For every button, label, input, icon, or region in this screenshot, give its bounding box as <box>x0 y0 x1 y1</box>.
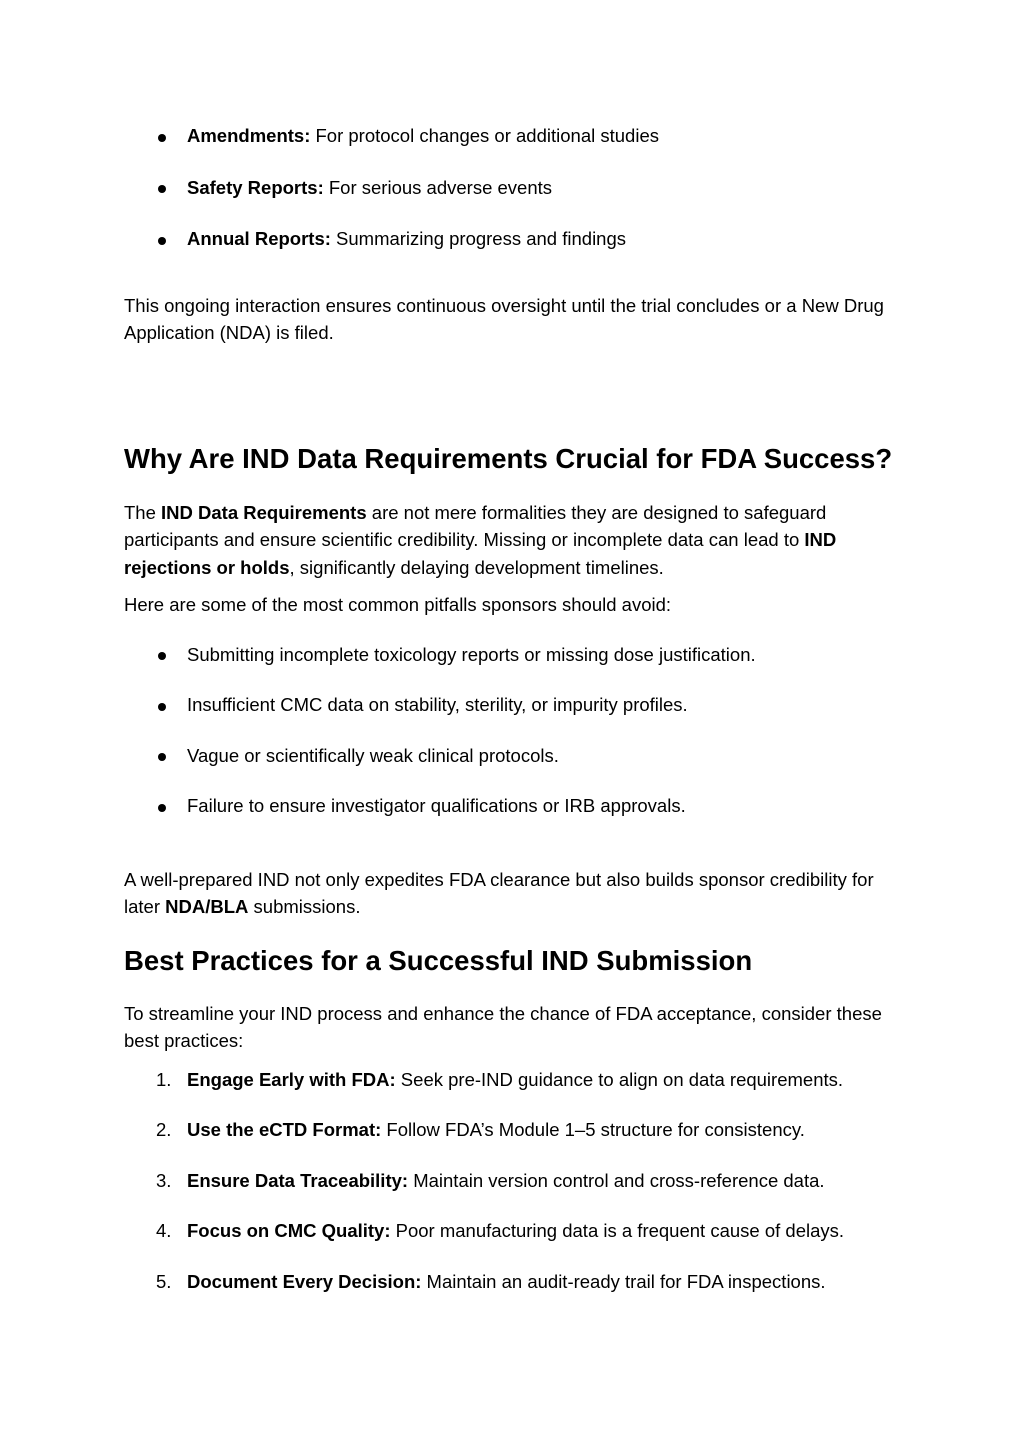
list-item-cmc-quality: Focus on CMC Quality: Poor manufacturing data is a frequent cause of delays. <box>187 1220 845 1241</box>
list-item-incomplete-toxicology: Submitting incomplete toxicology reports or missing dose justification. <box>124 641 904 669</box>
list-item-document-decisions: Document Every Decision: Maintain an audit-ready trail for FDA inspections. <box>187 1270 826 1292</box>
list-item-data-traceability: Ensure Data Traceability: Maintain version control and cross-reference data. <box>187 1169 825 1191</box>
section-heading-why-ind-data-requirements: Why Are IND Data Requirements Crucial for FDA Success? <box>124 442 893 474</box>
list-item-ectd-format: Use the eCTD Format: Follow FDA’s Module 1–5 structure for consistency. <box>187 1119 805 1140</box>
list-item-annual-reports: Annual Reports: Summarizing progress and findings <box>124 225 904 253</box>
paragraph-well-prepared-ind: A well-prepared IND not only expedites FDA clearance but also builds sponsor credibility for later NDA/BLA submissions. <box>124 868 874 917</box>
list-item-safety-reports: Safety Reports: For serious adverse events <box>124 174 904 202</box>
list-item-weak-protocols: Vague or scientifically weak clinical protocols. <box>124 742 904 770</box>
section-heading-best-practices: Best Practices for a Successful IND Submission <box>124 944 753 976</box>
list-item-engage-early: Engage Early with FDA: Seek pre-IND guidance to align on data requirements. <box>187 1068 844 1090</box>
common-pitfalls-list <box>124 641 904 820</box>
paragraph-ind-data-requirements-intro: The IND Data Requirements are not mere formalities they are designed to safeguard participants and ensure scientific credibility. Missing or incomplete data can lead to IND rejections or holds, significantly delaying development timelines. <box>124 501 837 578</box>
paragraph-ongoing-oversight: This ongoing interaction ensures continuous oversight until the trial concludes or a New Drug Application (NDA) is filed. <box>124 294 884 343</box>
paragraph-best-practices-intro: To streamline your IND process and enhance the chance of FDA acceptance, consider these best practices: <box>124 1002 882 1051</box>
list-item-investigator-qualifications: Failure to ensure investigator qualifications or IRB approvals. <box>124 792 904 820</box>
document-body <box>124 122 904 1295</box>
list-item-amendments: Amendments: For protocol changes or additional studies <box>124 122 904 150</box>
list-item-insufficient-cmc-data: Insufficient CMC data on stability, sterility, or impurity profiles. <box>124 691 904 719</box>
best-practices-list <box>124 1066 904 1296</box>
ind-interaction-types-list <box>124 122 904 253</box>
paragraph-pitfalls-lead: Here are some of the most common pitfalls sponsors should avoid: <box>124 594 672 615</box>
